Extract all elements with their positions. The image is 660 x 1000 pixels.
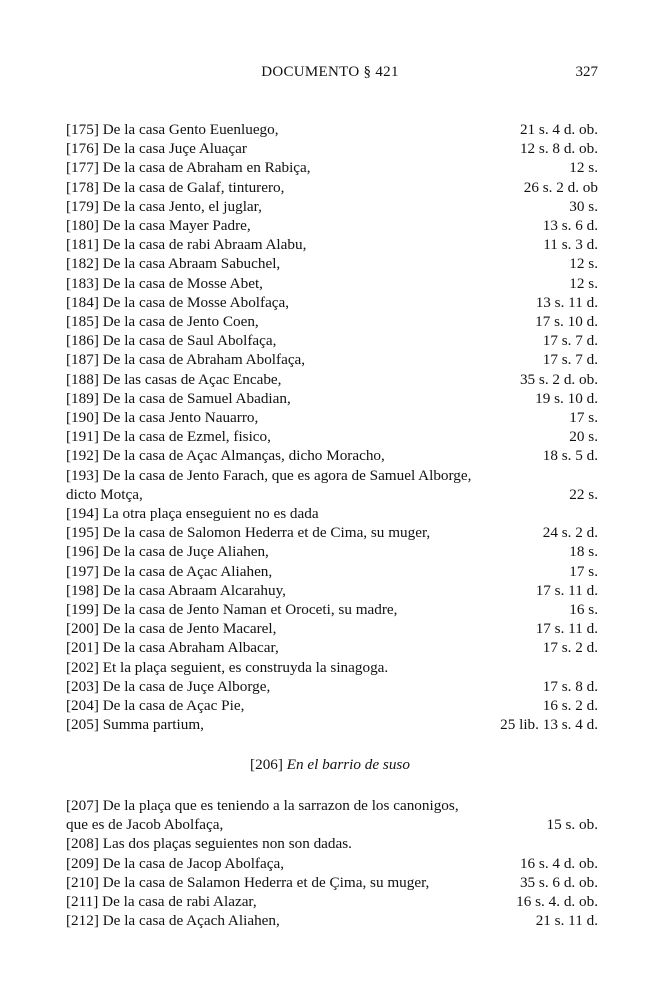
- entry-row: [66, 542, 598, 561]
- entry-row: [66, 873, 598, 892]
- entry-text: [211] De la casa de rabi Alazar,: [66, 893, 257, 911]
- entry-amount: 12 s.: [569, 255, 598, 273]
- entry-row: [66, 312, 598, 331]
- entry-text: [208] Las dos plaças seguientes non son dadas.: [66, 835, 352, 853]
- entry-text: [194] La otra plaça enseguient no es dada: [66, 505, 319, 523]
- entry-amount: 24 s. 2 d.: [542, 524, 598, 542]
- entry-row: [66, 254, 598, 273]
- entry-amount: 30 s.: [569, 197, 598, 215]
- entry-text: [182] De la casa Abraam Sabuchel,: [66, 255, 281, 273]
- entry-amount: 15 s. ob.: [546, 816, 598, 834]
- entry-amount: 17 s. 2 d.: [542, 639, 598, 657]
- entry-amount: 17 s. 8 d.: [542, 677, 598, 695]
- entry-amount: 12 s. 8 d. ob.: [519, 140, 598, 158]
- entry-row: [66, 178, 598, 197]
- section-heading-number: [206]: [250, 756, 283, 773]
- entry-text: [212] De la casa de Açach Aliahen,: [66, 912, 280, 930]
- entry-amount: 16 s.: [569, 601, 598, 619]
- entry-amount: 21 s. 4 d. ob.: [519, 121, 598, 138]
- entry-row: [66, 408, 598, 427]
- entry-text: [197] De la casa de Açac Aliahen,: [66, 562, 273, 580]
- entry-text: [199] De la casa de Jento Naman et Oroceti, su madre,: [66, 601, 398, 619]
- entry-text: [198] De la casa Abraam Alcarahuy,: [66, 581, 286, 599]
- entry-amount: 11 s. 3 d.: [543, 236, 598, 254]
- entry-amount: 12 s.: [569, 159, 598, 177]
- entry-amount: 13 s. 6 d.: [542, 217, 598, 235]
- entry-text: [184] De la casa de Mosse Abolfaça,: [66, 293, 290, 311]
- entry-row: [66, 427, 598, 446]
- entry-text: [195] De la casa de Salomon Hederra et de Cima, su muger,: [66, 524, 431, 542]
- section-heading-title: En el barrio de suso: [286, 756, 410, 773]
- entry-row: [66, 523, 598, 542]
- entry-amount: 17 s. 7 d.: [542, 351, 598, 369]
- entry-amount: 35 s. 2 d. ob.: [519, 370, 598, 388]
- entry-row: [66, 834, 598, 853]
- entry-amount: 17 s. 11 d.: [535, 620, 598, 638]
- entry-row: [66, 911, 598, 930]
- entry-amount: 18 s.: [569, 543, 598, 561]
- entry-row: [66, 796, 598, 834]
- entry-row: [66, 619, 598, 638]
- entry-text: [200] De la casa de Jento Macarel,: [66, 620, 277, 638]
- entry-text: [183] De la casa de Mosse Abet,: [66, 274, 263, 292]
- entry-amount: 17 s. 10 d.: [535, 313, 598, 331]
- entry-row: [66, 892, 598, 911]
- entry-row: [66, 715, 598, 734]
- entry-amount: 20 s.: [569, 428, 598, 446]
- entry-text: [186] De la casa de Saul Abolfaça,: [66, 332, 277, 350]
- entry-row: [66, 350, 598, 369]
- entry-text: [203] De la casa de Juçe Alborge,: [66, 677, 271, 695]
- entry-text: [192] De la casa de Açac Almanças, dicho Moracho,: [66, 447, 385, 465]
- entry-row: [66, 696, 598, 715]
- page-header: [62, 64, 598, 86]
- entry-row: [66, 677, 598, 696]
- entry-row: [66, 581, 598, 600]
- entry-amount: 25 lib. 13 s. 4 d.: [500, 716, 598, 734]
- entry-amount: 35 s. 6 d. ob.: [519, 873, 598, 891]
- entry-amount: 12 s.: [569, 274, 598, 292]
- entry-row: [66, 216, 598, 235]
- entry-text: [196] De la casa de Juçe Aliahen,: [66, 543, 269, 561]
- entry-amount: 16 s. 4 d. ob.: [519, 854, 598, 872]
- entry-row: [66, 158, 598, 177]
- entry-amount: 17 s. 7 d.: [542, 332, 598, 350]
- entry-row: [66, 446, 598, 465]
- entry-row: [66, 235, 598, 254]
- entry-row: [66, 139, 598, 158]
- entry-text: [209] De la casa de Jacop Abolfaça,: [66, 854, 285, 872]
- entry-text: [179] De la casa Jento, el juglar,: [66, 197, 262, 215]
- entry-text: [180] De la casa Mayer Padre,: [66, 217, 251, 235]
- entry-text: [201] De la casa Abraham Albacar,: [66, 639, 279, 657]
- entry-amount: 22 s.: [569, 485, 598, 503]
- entry-amount: 17 s.: [569, 409, 598, 427]
- entry-text: [204] De la casa de Açac Pie,: [66, 697, 245, 715]
- entry-text: [176] De la casa Juçe Aluaçar: [66, 140, 247, 158]
- page-number: 327: [575, 64, 598, 80]
- section-heading: [0, 756, 660, 774]
- entry-row: [66, 504, 598, 523]
- entry-text: [185] De la casa de Jento Coen,: [66, 313, 259, 331]
- entry-amount: 18 s. 5 d.: [542, 447, 598, 465]
- entry-amount: 21 s. 11 d.: [535, 912, 598, 930]
- entry-row: [66, 370, 598, 389]
- entry-amount: 17 s. 11 d.: [535, 581, 598, 599]
- entry-text: [178] De la casa de Galaf, tinturero,: [66, 178, 285, 196]
- entry-text: [207] De la plaça que es teniendo a la sarrazon de los canonigos, que es de Jacob Abolfaça,: [66, 797, 459, 834]
- entry-text: [187] De la casa de Abraham Abolfaça,: [66, 351, 306, 369]
- entry-amount: 17 s.: [569, 562, 598, 580]
- entry-row: [66, 331, 598, 350]
- entry-text: [205] Summa partium,: [66, 716, 204, 734]
- entry-amount: 19 s. 10 d.: [535, 389, 598, 407]
- entry-row: [66, 120, 598, 139]
- entry-amount: 16 s. 4. d. ob.: [516, 893, 598, 911]
- entry-text: [188] De las casas de Açac Encabe,: [66, 370, 282, 388]
- entry-row: [66, 638, 598, 657]
- entry-row: [66, 197, 598, 216]
- entry-text: [189] De la casa de Samuel Abadian,: [66, 389, 291, 407]
- entry-row: [66, 389, 598, 408]
- entry-amount: 16 s. 2 d.: [542, 697, 598, 715]
- entry-text: [181] De la casa de rabi Abraam Alabu,: [66, 236, 307, 254]
- entries-list: [66, 120, 598, 735]
- entry-row: [66, 466, 598, 504]
- entry-amount: 26 s. 2 d. ob: [523, 178, 598, 196]
- entry-text: [175] De la casa Gento Euenluego,: [66, 121, 279, 138]
- running-title: DOCUMENTO § 421: [261, 64, 399, 80]
- entry-row: [66, 293, 598, 312]
- entry-text: [190] De la casa Jento Nauarro,: [66, 409, 259, 427]
- entry-row: [66, 562, 598, 581]
- entry-text: [177] De la casa de Abraham en Rabiça,: [66, 159, 311, 177]
- entry-text: [210] De la casa de Salamon Hederra et de Çima, su muger,: [66, 873, 430, 891]
- entry-row: [66, 658, 598, 677]
- entry-text: [191] De la casa de Ezmel, fisico,: [66, 428, 271, 446]
- entry-row: [66, 274, 598, 293]
- entry-row: [66, 600, 598, 619]
- entry-text: [193] De la casa de Jento Farach, que es agora de Samuel Alborge, dicto Motça,: [66, 466, 472, 503]
- entries-list-suso: [66, 796, 598, 930]
- entry-row: [66, 854, 598, 873]
- entry-text: [202] Et la plaça seguient, es construyda la sinagoga.: [66, 658, 389, 676]
- entry-amount: 13 s. 11 d.: [535, 293, 598, 311]
